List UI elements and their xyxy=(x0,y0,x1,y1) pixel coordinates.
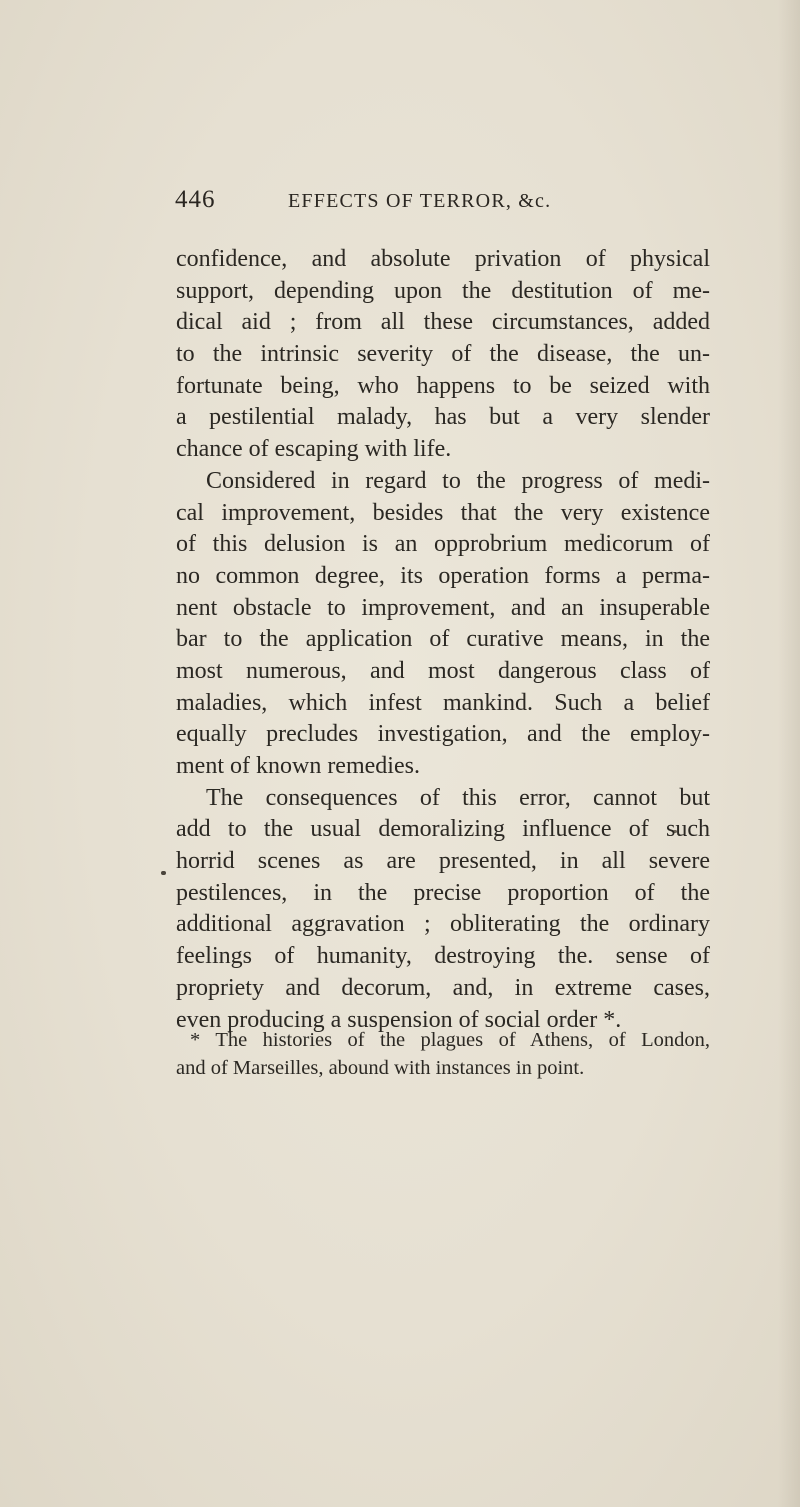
text-line: even producing a suspension of social order *. xyxy=(176,1006,622,1033)
text-line: Considered in regard to the progress of medi- xyxy=(206,467,710,494)
text-line: feelings of humanity, destroying the. sense of xyxy=(176,943,710,970)
paragraph-1 xyxy=(176,244,710,466)
text-line: chance of escaping with life. xyxy=(176,436,452,463)
text-line: no common degree, its operation forms a perma- xyxy=(176,562,710,589)
text-line: ment of known remedies. xyxy=(176,753,420,779)
text-line: of this delusion is an opprobrium medicorum of xyxy=(176,531,710,558)
text-line: cal improvement, besides that the very existence xyxy=(176,499,710,526)
running-head: EFFECTS OF TERROR, &c. xyxy=(288,190,552,212)
text-line: pestilences, in the precise proportion of the xyxy=(176,879,710,906)
page-header xyxy=(175,186,715,226)
text-line: The consequences of this error, cannot but xyxy=(206,784,710,811)
footnote-line: * The histories of the plagues of Athens, of London, xyxy=(190,1029,710,1051)
text-line: fortunate being, who happens to be seized with xyxy=(176,372,710,399)
footnote-line: and of Marseilles, abound with instances in point. xyxy=(176,1057,585,1079)
text-line: add to the usual demoralizing influence of such xyxy=(176,816,710,843)
text-line: nent obstacle to improvement, and an insuperable xyxy=(176,594,710,621)
text-line: to the intrinsic severity of the disease, the un- xyxy=(176,341,710,368)
text-line: bar to the application of curative means, in the xyxy=(176,626,710,653)
page-edge-shadow xyxy=(778,0,800,1507)
paragraph-2 xyxy=(176,466,710,783)
text-line: additional aggravation ; obliterating the ordinary xyxy=(176,911,710,938)
body-text xyxy=(176,244,710,1036)
text-line: most numerous, and most dangerous class of xyxy=(176,657,710,684)
page-number: 446 xyxy=(175,186,216,213)
footnote xyxy=(176,1026,710,1082)
text-line: equally precludes investigation, and the employ- xyxy=(176,721,710,748)
text-line: propriety and decorum, and, in extreme cases, xyxy=(176,974,710,1001)
text-line: maladies, which infest mankind. Such a belief xyxy=(176,689,710,716)
text-line: support, depending upon the destitution of me- xyxy=(176,277,710,304)
text-line: horrid scenes as are presented, in all severe xyxy=(176,848,710,875)
text-line: dical aid ; from all these circumstances, added xyxy=(176,309,710,336)
margin-mark xyxy=(161,871,166,875)
paragraph-3 xyxy=(176,783,710,1037)
text-line: a pestilential malady, has but a very slender xyxy=(176,404,710,431)
text-line: confidence, and absolute privation of physical xyxy=(176,246,710,272)
